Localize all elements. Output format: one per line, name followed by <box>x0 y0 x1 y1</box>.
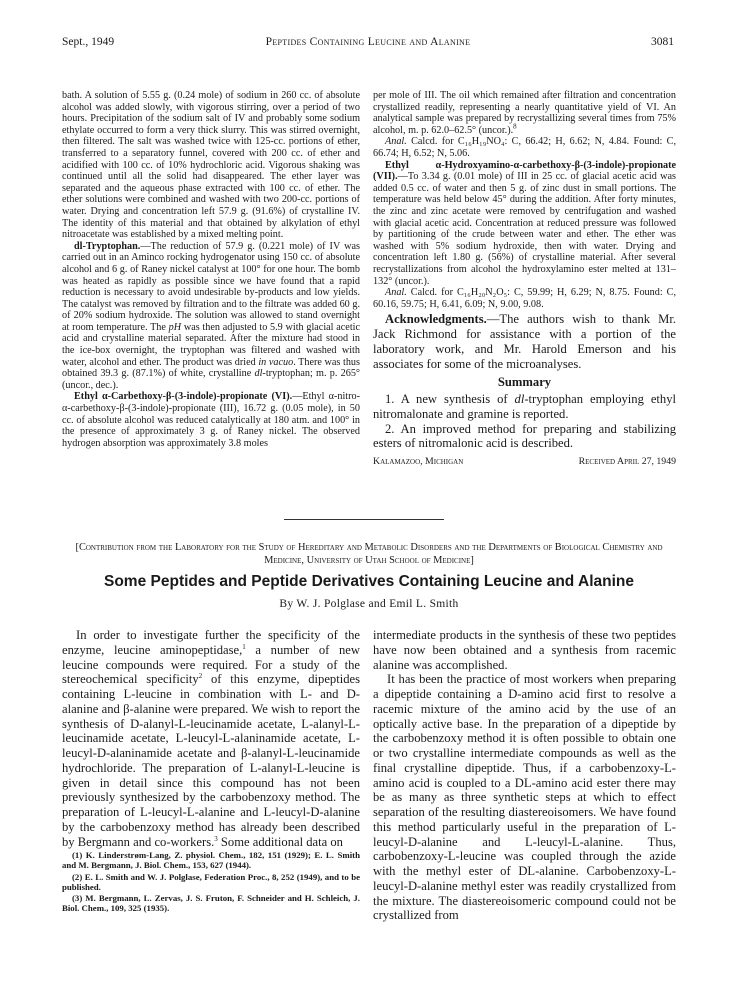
running-head-title: Peptides Containing Leucine and Alanine <box>265 36 471 48</box>
footnote-ref: 3 <box>214 834 218 843</box>
analysis-vii: Anal. Calcd. for C₁₆H₂₀N₂O₅: C, 59.99; H, 6.29; N, 8.75. Found: C, 60.16, 59.75; H, 6.41, 6.09; N, 9.00, 9.08. <box>373 287 676 310</box>
upper-left-column <box>62 90 360 512</box>
hydroxyamino-paragraph: Ethyl α-Hydroxyamino-α-carbethoxy-β-(3-indole)-propionate (VII).—To 3.34 g. (0.01 mole) of III in 25 cc. of glacial acetic acid was added 0.5 cc. of water and then 5 g. of zinc dust in small portions. The temperature was held below 45° during the addition. After forty minutes, the zinc and zinc acetate were removed by centrifugation and washed with glacial acetic acid. Concentration at reduced pressure was followed by partitioning of the crude between water and ether. The ether was washed with 5% sodium hydroxide, then with water. Drying and concentration left 1.80 g. (56%) of crystalline material. After several recrystallizations from alcohol the hydroxylamino ester melted at 131–132° (uncor.). <box>373 159 676 287</box>
sodium-salt-paragraph: bath. A solution of 5.55 g. (0.24 mole) of sodium in 260 cc. of absolute alcohol was added slowly, with vigorous stirring, over a period of two hours. Precipitation of the sodium salt of IV and probably some sodium ethylate occurred to form a very thick slurry. This was stirred overnight, then filtered. The salt was washed twice with 125-cc. portions of ether, transferred to a separatory funnel, covered with 200 cc. of ether and acidified with 100 cc. of 10% hydrochloric acid. Vigorous shaking was continued until all the solid had disappeared. The ether layer was separated and the aqueous phase extracted with 100 cc. of ether. The ether solutions were combined and washed with two 200-cc. portions of water. Drying and concentration left 57.9 g. (91.6%) of crystalline IV. The identity of this material and that obtained by alkylation of ethyl nitroacetate was established by a mixed melting point. <box>62 90 360 241</box>
summary-section <box>373 377 676 451</box>
lower-right-column <box>373 628 676 968</box>
byline: By W. J. Polglase and Emil L. Smith <box>279 598 459 610</box>
intermediate-products-paragraph: intermediate products in the synthesis of these two peptides have now been obtained and a synthesis from racemic alanine was accomplished. <box>373 628 676 672</box>
section-divider <box>284 519 444 520</box>
summary-item-1: 1. A new synthesis of dl-tryptophan employing ethyl nitromalonate and gramine is reported. <box>373 392 676 421</box>
article-title: Some Peptides and Peptide Derivatives Containing Leucine and Alanine <box>104 573 634 590</box>
propionate-vi-paragraph: Ethyl α-Carbethoxy-β-(3-indole)-propionate (VI).—Ethyl α-nitro-α-carbethoxy-β-(3-indole)-propionate (III), 16.72 g. (0.05 mole), in 50 cc. of absolute alcohol was reduced catalytically at 180 atm. and 100° in the presence of approximately 3 g. of Raney nickel. The observed hydrogen absorption was approximately 3.8 moles <box>62 391 360 449</box>
running-head <box>62 36 674 52</box>
vi-yield-paragraph: per mole of III. The oil which remained after filtration and concentration crystallized readily, representing a nearly quantitative yield of VI. An analytical sample was prepared by recrystallizing several times from 75% alcohol, m. p. 62.0–62.5° (uncor.).$^8$ <box>373 90 676 136</box>
analysis-vi: Anal. Calcd. for C₁₆H₁₉NO₄: C, 66.42; H, 6.62; N, 4.84. Found: C, 66.74; H, 6.52; N, 5.06. <box>373 136 676 159</box>
intro-paragraph: In order to investigate further the specificity of the enzyme, leucine aminopeptidase,$^1$ a number of new leucine compounds were required. For a study of the stereochemical specificity$^2$ of this enzyme, dipeptides containing L-leucine in combination with L- and D-alanine and β-alanine were prepared. We wish to report the synthesis of D-alanyl-L-leucinamide acetate, L-alanyl-L-leucinamide acetate, L-leucyl-L-alaninamide acetate, L-leucyl-D-alaninamide acetate and β-alanyl-L-leucinamide hydrochloride. The preparation of L-alanyl-L-leucine is given in detail since this compound has not been previously synthesized by the carbobenzoxy method. The preparation of L-leucyl-L-alanine and L-leucyl-D-alanine by the carbobenzoxy method has already been described by Bergmann and co-workers.$^3$ Some additional data on <box>62 628 360 849</box>
footnote-2: (2) E. L. Smith and W. J. Polglase, Federation Proc., 8, 252 (1949), and to be published. <box>62 871 360 892</box>
footnote-3: (3) M. Bergmann, L. Zervas, J. S. Fruton, F. Schneider and H. Schleich, J. Biol. Chem., 109, 325 (1935). <box>62 893 360 914</box>
running-head-date: Sept., 1949 <box>62 36 115 48</box>
acknowledgments-paragraph: Acknowledgments.—The authors wish to thank Mr. Jack Richmond for assistance with a portion of the laboratory work, and Mr. Harold Emerson and his associates for some of the microanalyses. <box>373 312 676 371</box>
acknowledgments-heading: Acknowledgments. <box>385 312 487 327</box>
hydroxyamino-heading: Ethyl α-Hydroxyamino-α-carbethoxy-β-(3-indole)-propionate (VII). <box>373 159 676 183</box>
dipeptide-practice-paragraph: It has been the practice of most workers when preparing a dipeptide containing a D-amino acid first to resolve a racemic mixture of the amino acid by the use of an optically active base. In the preparation of a dipeptide by the carbobenzoxy method it is often possible to obtain one or two crystalline intermediate compounds as well as the final crystalline dipeptide. Thus, if a carbobenzoxy-L-amino acid is coupled to a DL-amino acid ester there may be as many as three synthetic steps at which to effect separation of the resulting diastereoisomers. We have found this method particularly useful in the preparation of L-leucyl-D-alanine and L-leucyl-L-alanine. Thus, carbobenzoxy-L-leucine was coupled through the azide with the methyl ester of DL-alanine. Carbobenzoxy-L-leucyl-D-alanine methyl ester was readily crystallized from the mixture. The diastereoisomeric compound could not be crystallized from <box>373 672 676 923</box>
dl-tryptophan-paragraph: dl-Tryptophan.—The reduction of 57.9 g. (0.221 mole) of IV was carried out in an Aminco rocking hydrogenator using 150 cc. of absolute alcohol and 6 g. of Raney nickel catalyst at 100° for one hour. The bomb was heated as rapidly as possible since we have found that a rapid reduction is necessary to avoid undesirable by-products and low yields. The catalyst was removed by filtration and to the filtrate was added 60 g. of 20% sodium hydroxide. The solution was allowed to stand overnight at room temperature. The pH was then adjusted to 5.9 with glacial acetic acid and crystalline material separated. After the mixture had stood in the ice-box overnight, the tryptophan was filtered and washed with water, alcohol and ether. The product was dried in vacuo. There was thus obtained 39.3 g. (87.1%) of white, crystalline dl-tryptophan; m. p. 265° (uncor., dec.). <box>62 240 360 391</box>
page-number: 3081 <box>651 36 674 48</box>
summary-item-2: 2. An improved method for preparing and stabilizing esters of nitromalonic acid is described. <box>373 421 676 451</box>
footnote-ref: 1 <box>242 642 246 651</box>
received-date: Received April 27, 1949 <box>578 456 676 468</box>
upper-right-column <box>373 90 676 512</box>
footnote-1: (1) K. Linderstrøm-Lang, Z. physiol. Chem., 182, 151 (1929); E. L. Smith and M. Bergmann, J. Biol. Chem., 153, 627 (1944). <box>62 850 360 871</box>
footnote-ref: 2 <box>198 672 203 681</box>
contribution-note: [Contribution from the Laboratory for the Study of Hereditary and Metabolic Disorders and the Departments of Biological Chemistry and Medicine, University of Utah School of Medicine] <box>75 542 663 567</box>
dl-tryptophan-heading: dl-Tryptophan. <box>74 240 141 252</box>
footnote-ref: 8 <box>513 122 517 131</box>
summary-heading: Summary <box>497 375 552 390</box>
propionate-vi-heading: Ethyl α-Carbethoxy-β-(3-indole)-propionate (VI). <box>74 391 293 403</box>
signoff <box>373 456 676 469</box>
lower-left-column <box>62 628 360 968</box>
author-location: Kalamazoo, Michigan <box>373 456 464 468</box>
